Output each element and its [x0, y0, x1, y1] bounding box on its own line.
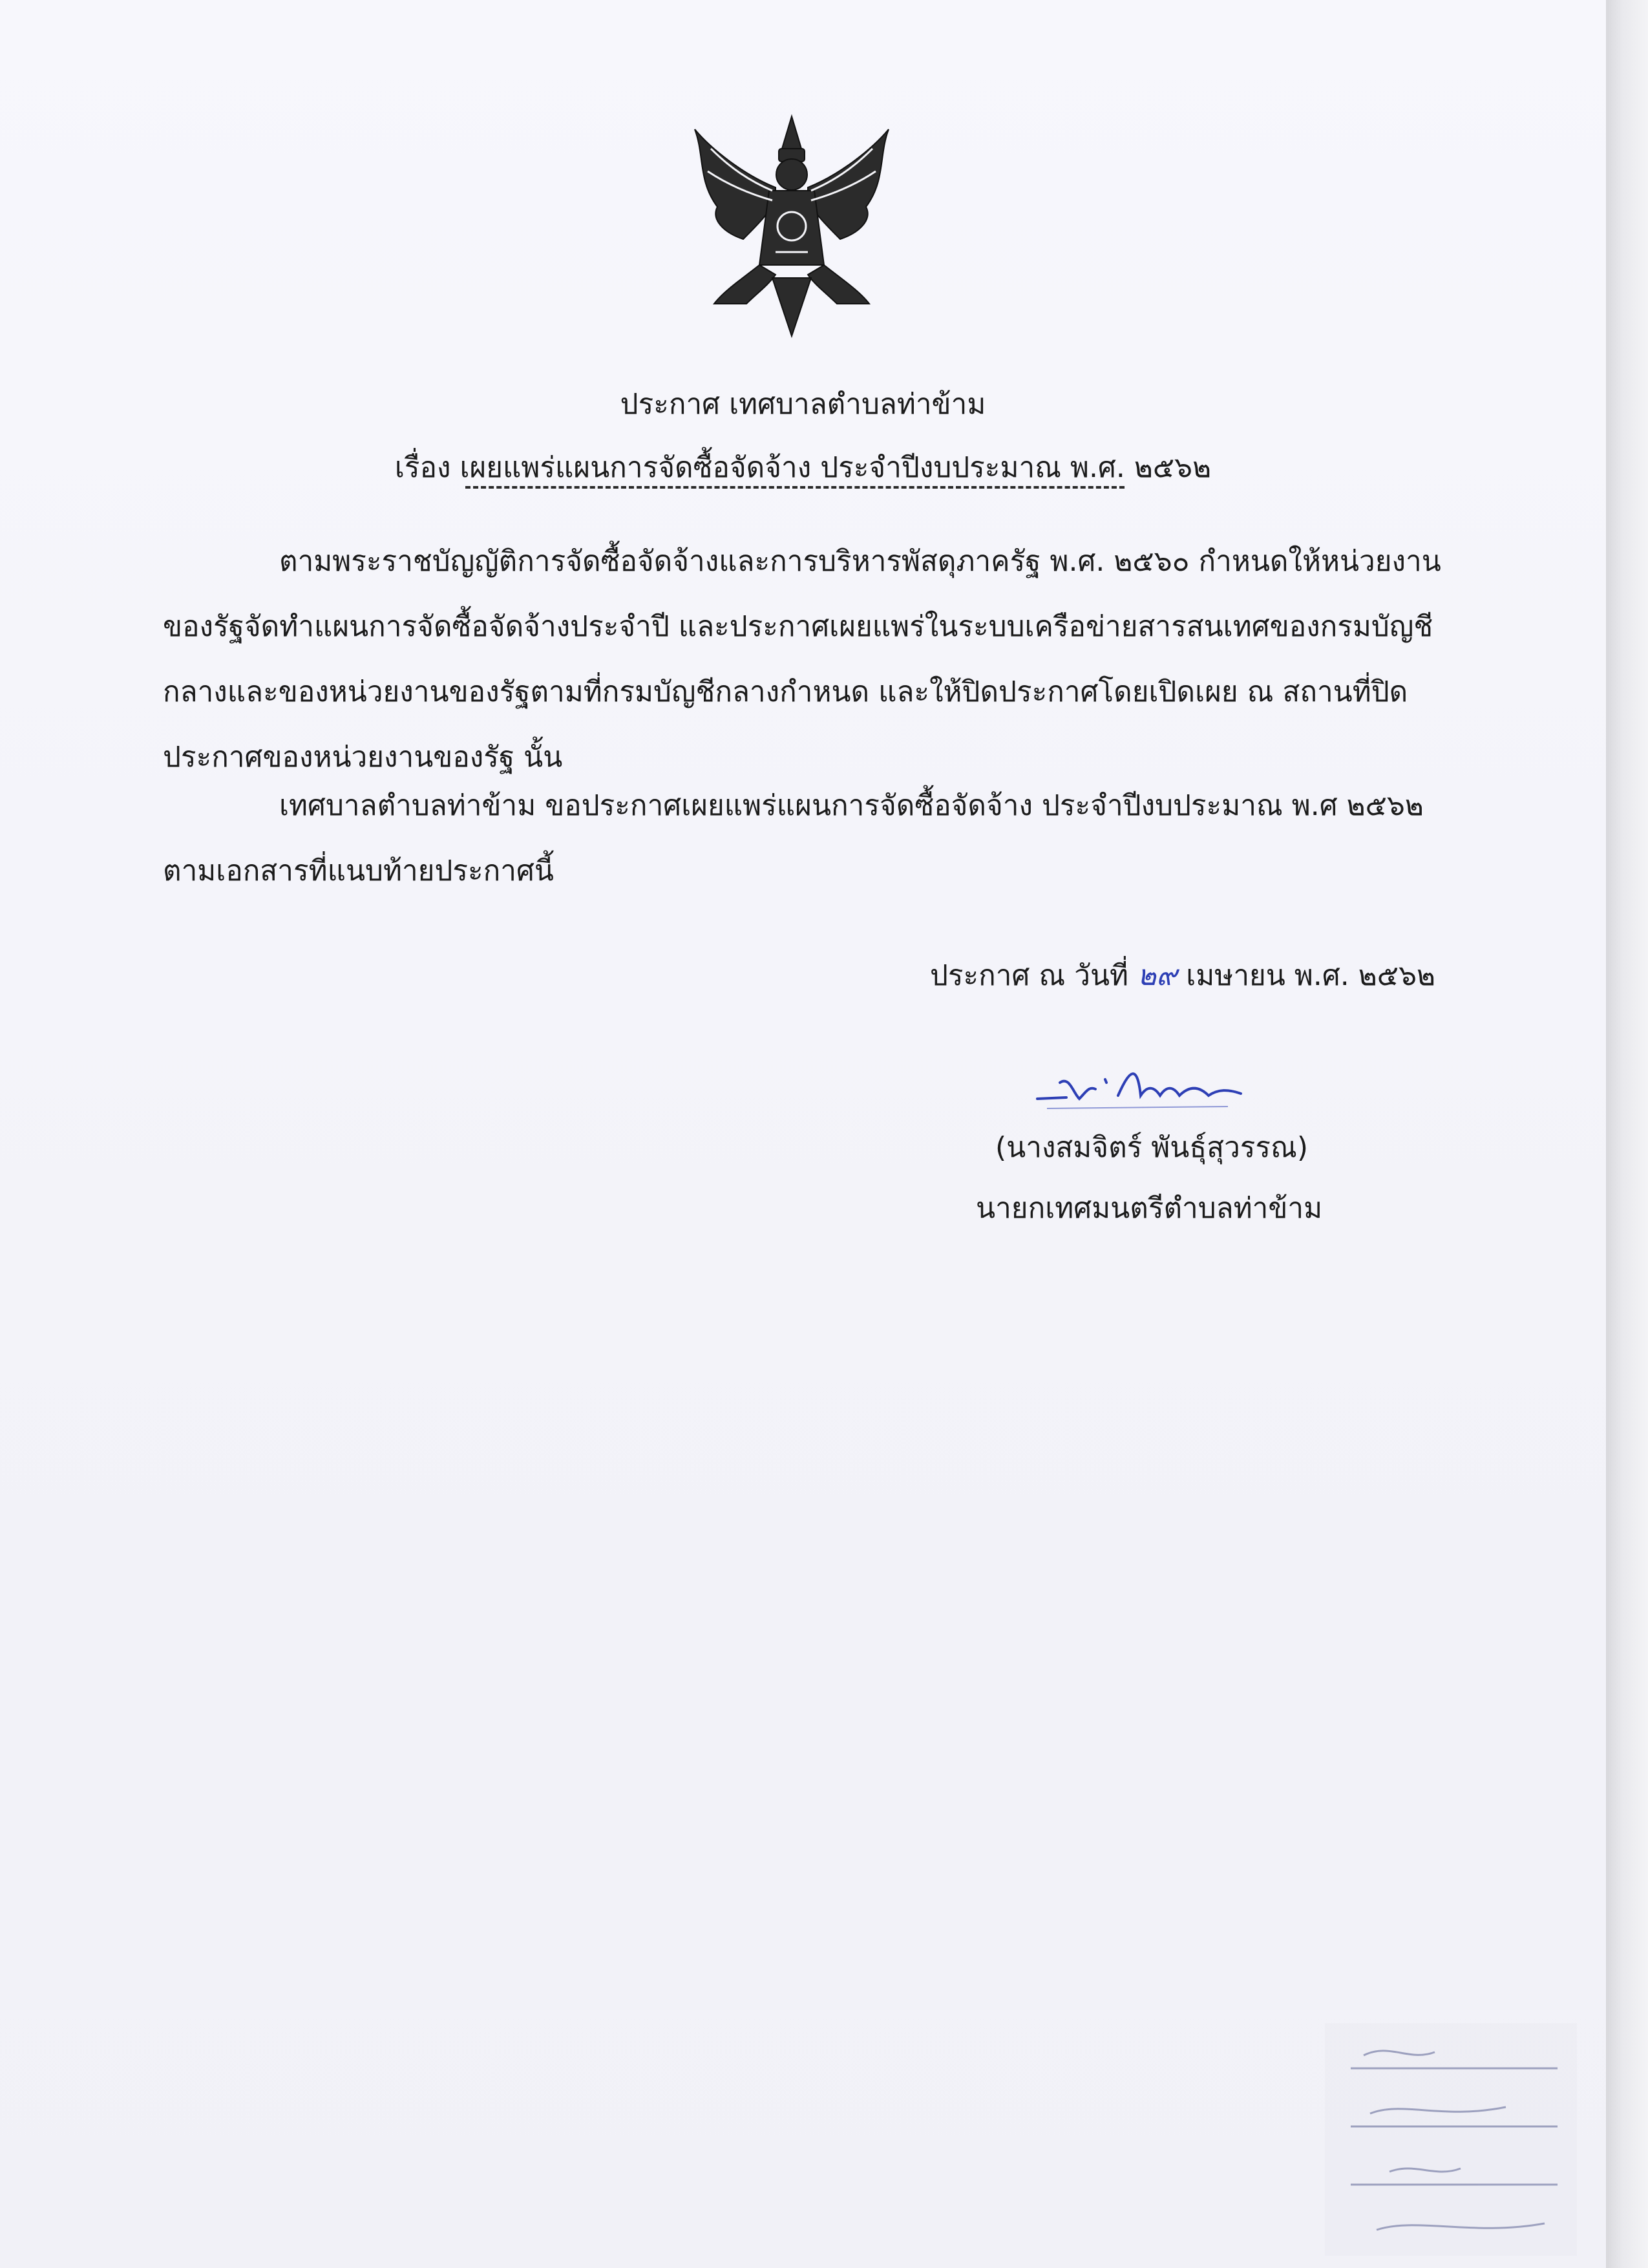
body-paragraph-1: ตามพระราชบัญญัติการจัดซื้อจัดจ้างและการบริหารพัสดุภาครัฐ พ.ศ. ๒๕๖๐ กำหนดให้หน่วยงานของรัฐจัดทำแผนการจัดซื้อจัดจ้างประจำปี และประกาศเผยแพร่ในระบบเครือข่ายสารสนเทศของกรมบัญชีกลางและของหน่วยงานของรัฐตามที่กรมบัญชีกลางกำหนด และให้ปิดประกาศโดยเปิดเผย ณ สถานที่ปิดประกาศของหน่วยงานของรัฐ นั้น — [163, 545, 1441, 774]
date-suffix: เมษายน พ.ศ. ๒๕๖๒ — [1186, 959, 1435, 992]
dashed-divider — [465, 486, 1125, 489]
body-paragraph-2: เทศบาลตำบลท่าข้าม ขอประกาศเผยแพร่แผนการจัดซื้อจัดจ้าง ประจำปีงบประมาณ พ.ศ ๒๕๖๒ ตามเอกสารที่แนบท้ายประกาศนี้ — [163, 789, 1424, 887]
receipt-stamp-icon — [1312, 2017, 1590, 2262]
announcement-subject: เรื่อง เผยแพร่แผนการจัดซื้อจัดจ้าง ประจำปีงบประมาณ พ.ศ. ๒๕๖๒ — [394, 451, 1212, 484]
announcement-heading: ประกาศ เทศบาลตำบลท่าข้าม — [620, 388, 986, 421]
announcement-date — [930, 953, 1435, 998]
signatory-name: (นางสมจิตร์ พันธุ์สุวรรณ) — [995, 1131, 1309, 1164]
date-day-handwritten: ๒๙ — [1137, 959, 1178, 992]
scan-edge — [1606, 0, 1648, 2268]
handwritten-signature-icon — [1034, 1054, 1247, 1118]
date-prefix: ประกาศ ณ วันที่ — [929, 959, 1129, 992]
garuda-emblem-icon — [685, 110, 898, 343]
signatory-position: นายกเทศมนตรีตำบลท่าข้าม — [976, 1192, 1323, 1225]
